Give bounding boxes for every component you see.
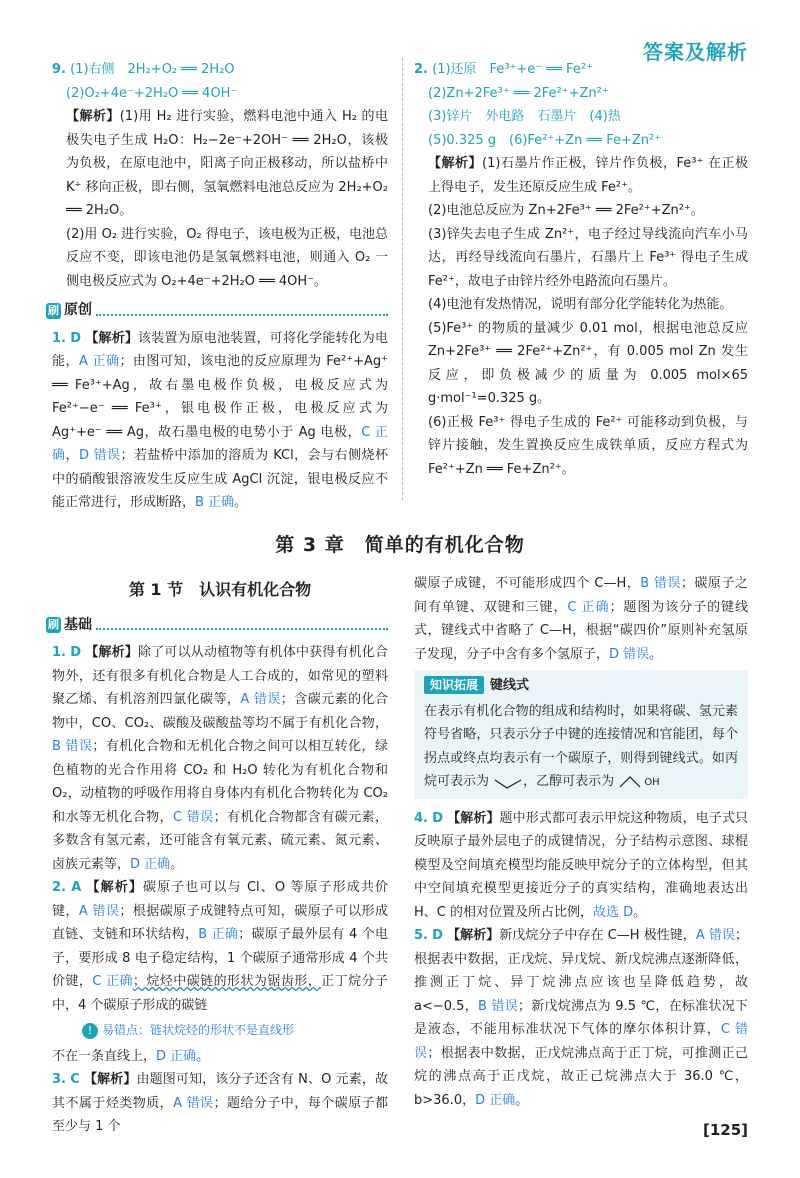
q2-analysis-text-3: (3)锌失去电子生成 Zn²⁺，电子经过导线流向汽车小马达，再经导线流向石墨片，石墨片上 Fe³⁺ 得电子生成 Fe²⁺，故电子由锌片经外电路流向石墨片。 [428, 226, 748, 289]
basic-q4: 4. D 【解析】题中形式都可表示甲烷这种物质，电子式只反映原子最外层电子的成键情况，分子结构示意图、球棍模型及空间填充模型均能反映甲烷分子的立体构型，但其中空间填充模型更接近分子的真实结构，准确地表达出 H、C 的相对位置及所占比例，故选 D。 [414, 810, 748, 920]
q-text: 。 [234, 495, 248, 510]
q-text: 碳原子也可以与 Cl、O 等原子形成共价键， [52, 880, 388, 919]
section-basic-title: 基础 [64, 616, 92, 633]
warning-icon: ! [82, 1023, 98, 1039]
q9-answer-2: (2)O₂+4e⁻+2H₂O ══ 4OH⁻ [66, 85, 238, 101]
verdict-a: A 错误 [173, 1095, 214, 1111]
ethanol-oh-label: OH [644, 777, 660, 788]
verdict-b: B 错误 [478, 998, 518, 1014]
page-number-value: 125 [709, 1121, 742, 1139]
verdict-d: D 错误 [609, 646, 650, 662]
section-original-title: 原创 [64, 302, 92, 318]
q2-analysis-text-2: (2)电池总反应为 Zn+2Fe³⁺ ══ 2Fe²⁺+Zn²⁺。 [428, 203, 704, 218]
q2-number: 2. [414, 62, 428, 77]
q-text: 该装置为原电池装置，可将化学能转化为电能， [52, 330, 388, 369]
q-text: ；碳原子最外层有 4 个电子，要形成 8 电子稳定结构，1 个碳原子通常形成 4 个共价键， [52, 927, 388, 989]
q2-line2 [414, 82, 748, 106]
q9-answer-1: (1)右侧 2H₂+O₂ ══ 2H₂O [70, 62, 235, 77]
analysis-tag: 【解析】 [428, 156, 483, 171]
right-top-column [414, 58, 748, 481]
q-text: ；根据表中数据，正戊烷沸点高于正丁烷，可推测正己烷的沸点高于正戊烷，故正己烷沸点大于 36.0 ℃，b>36.0， [414, 1045, 748, 1108]
pitfall-note-text: 易错点：链状烷烃的形状不是直线形 [102, 1023, 295, 1037]
analysis-tag: 【解析】 [85, 645, 139, 660]
analysis-tag: 【解析】 [84, 1072, 137, 1087]
q2-analysis-4 [414, 293, 748, 317]
q-text: 题中形式都可表示甲烷这种物质，电子式只反映原子最外层电子的成键情况，分子结构示意图、球棍模型及空间填充模型均能反映甲烷分子的立体构型，但其中空间填充模型更接近分子的真实结构，准确地表达出 H、C 的相对位置及所占比例， [414, 810, 748, 920]
section-original-header [46, 299, 388, 323]
pitfall-note [82, 1019, 388, 1043]
verdict-b: B 错误 [640, 576, 681, 591]
ethanol-skeletal-formula [618, 771, 644, 793]
q9-number: 9. [52, 62, 66, 77]
verdict-c: C 正确 [567, 599, 610, 615]
basic-q2 [52, 876, 388, 1017]
q-text: ；题给分子中，每个碳原子都至少与 1 个 [52, 1095, 388, 1134]
section-dotted-line [96, 628, 388, 630]
q-text: ；题图为该分子的键线式，键线式中省略了 C—H，根据“碳四价”原则补充氢原子发现，分子中含有多个氢原子， [414, 599, 748, 662]
q-answer: C [70, 1072, 80, 1087]
q-number: 5. [414, 928, 428, 943]
verdict-a: A 错误 [78, 903, 120, 919]
verdict-c: C 正确 [92, 974, 133, 989]
q2-line1 [414, 58, 748, 82]
knowledge-box-title: 键线式 [490, 678, 530, 693]
chapter-title: 第 3 章 简单的有机化合物 [275, 534, 525, 556]
q-answer: D [432, 928, 443, 943]
page-header: 答案及解析 [643, 40, 748, 64]
q2-analysis-6 [414, 411, 748, 482]
q3-continued: 碳原子成键，不可能形成四个 C—H，B 错误；碳原子之间有单键、双键和三键，C 正确；题图为该分子的键线式，键线式中省略了 C—H，根据“碳四价”原则补充氢原子发现，分子中含有多个氢原子，D 错误。 [414, 576, 748, 662]
verdict-d: D 正确 [156, 1048, 197, 1064]
propane-skeletal-formula [493, 774, 523, 790]
q9-analysis-text-2: (2)用 O₂ 进行实验，O₂ 得电子，该电极为正极，电池总反应不变，即该电池仍是氢氧燃料电池，则通入 O₂ 一侧电极反应式为 O₂+4e⁻+2H₂O ══ 4OH⁻。 [66, 226, 388, 289]
q-number: 2. [52, 880, 66, 895]
verdict-d: 故选 D [593, 904, 634, 920]
left-top-column [48, 58, 388, 515]
analysis-tag: 【解析】 [66, 109, 120, 124]
orig-q1: 1. D 【解析】该装置为原电池装置，可将化学能转化为电能，A 正确；由图可知，该电池的反应原理为 Fe²⁺+Ag⁺ ══ Fe³⁺+Ag，故右墨电极作负极，电极反应式为 Fe²⁺−e⁻ ══ Fe³⁺，银电极作正极，电极反应式为 Ag⁺+e⁻ ══ Ag，故石墨电极的电势小于 Ag 电极，C 正确，D 错误；若盐桥中添加的溶质为 KCl，会与右侧烧杯中的硝酸银溶液发生反应生成 AgCl 沉淀，银电极反应不能正常进行，形成断路，B 正确。 [52, 330, 388, 510]
knowledge-box-body [424, 700, 738, 795]
q-text: ；碳原子之间有单键、双键和三键， [414, 576, 748, 615]
q9-analysis-text-1: (1)用 H₂ 进行实验，燃料电池中通入 H₂ 的电极失电子生成 H₂O：H₂−2e⁻+2OH⁻ ══ 2H₂O，该极为负极，在原电池中，阳离子向正极移动，所以盐桥中 K⁺ 移向正极，即右侧，氢氧燃料电池总反应为 2H₂+O₂ ══ 2H₂O。 [66, 109, 388, 218]
q-text: 正丁烷分子中，4 个碳原子形成的碳链 [52, 974, 388, 1013]
verdict-a: A 错误 [240, 692, 281, 707]
q-text: ；有机化合物都含有碳元素，多数含有氢元素，还可能含有氧元素、硫元素、氮元素、卤族元素等， [52, 809, 388, 872]
verdict-a: A 错误 [695, 928, 735, 943]
q-answer: A [71, 880, 82, 895]
highlighted-text: ；烷烃中碳链的形状为锯齿形， [132, 974, 322, 989]
q-text: 由题图可知，该分子还含有 N、O 元素，故其不属于烃类物质， [52, 1072, 388, 1111]
q2-answer-4: (5)0.325 g (6)Fe²⁺+Zn ══ Fe+Zn²⁺ [428, 132, 662, 148]
q-number: 1. [52, 330, 66, 346]
q-text: ；新戊烷沸点为 9.5 ℃，在标准状况下是液态，不能用标准状况下气体的摩尔体积计算， [414, 998, 748, 1037]
section-title: 第 1 节 认识有机化合物 [128, 580, 312, 599]
q-answer: D [70, 330, 82, 346]
basic-q5: 5. D 【解析】新戊烷分子中存在 C—H 极性键，A 错误；根据表中数据，正戊烷、异戊烷、新戊烷沸点逐渐降低，推测正丁烷、异丁烷沸点应该也呈降低趋势，故 a<−0.5，B 错误；新戊烷沸点为 9.5 ℃，在标准状况下是液态，不能用标准状况下气体的摩尔体积计算，C 错误；根据表中数据，正戊烷沸点高于正丁烷，可推测正己烷的沸点高于正戊烷，故正己烷沸点大于 36.0 ℃，b>36.0，D 正确。 [414, 928, 748, 1108]
q-number: 1. [52, 645, 66, 660]
verdict-d: D 错误 [78, 448, 121, 463]
q2-analysis-text-5: (5)Fe³⁺ 的物质的量减少 0.01 mol，根据电池总反应 Zn+2Fe³⁺ ══ 2Fe²⁺+Zn²⁺，有 0.005 mol Zn 发生反应，即负极减少的质量为 0.005 mol×65 g·mol⁻¹=0.325 g。 [428, 320, 748, 406]
q-text: ；根据碳原子成键特点可知，碳原子可以形成直链、支链和环状结构， [52, 903, 388, 942]
verdict-c: C 错误 [414, 1022, 748, 1061]
analysis-tag: 【解析】 [447, 928, 500, 943]
q2-analysis-3 [414, 223, 748, 294]
analysis-tag: 【解析】 [447, 810, 500, 826]
basic-q3 [52, 1068, 388, 1139]
q-text: ；根据表中数据，正戊烷、异戊烷、新戊烷沸点逐渐降低，推测正丁烷、异丁烷沸点应该也呈降低趋势，故 a<−0.5， [414, 928, 748, 1014]
brush-badge-icon: 刷 [48, 303, 59, 317]
q-answer: D [432, 810, 443, 826]
left-bottom-column [48, 572, 388, 1139]
q-text: 不在一条直线上， [52, 1048, 157, 1064]
q-text: ；含碳元素的化合物中，CO、CO₂、碳酸及碳酸盐等均不属于有机化合物， [52, 692, 388, 731]
q2-line4 [414, 129, 748, 153]
q2-analysis-text-1: (1)石墨片作正极，锌片作负极，Fe³⁺ 在正极上得电子，发生还原反应生成 Fe²⁺。 [428, 156, 748, 195]
verdict-a: A 正确 [78, 354, 120, 369]
q2-answer-1: (1)还原 Fe³⁺+e⁻ ══ Fe²⁺ [432, 62, 593, 77]
brush-badge-icon: 刷 [48, 618, 59, 632]
section-basic-header [46, 614, 388, 638]
section-dotted-line [96, 314, 388, 316]
q2-analysis-1 [414, 152, 748, 199]
verdict-c: C 正确 [52, 424, 388, 463]
basic-q2-cont: 不在一条直线上，D 正确。 [52, 1048, 210, 1064]
q-text: 碳原子成键，不可能形成四个 C—H， [414, 576, 641, 591]
knowledge-box-header [424, 674, 738, 698]
column-divider [402, 58, 403, 500]
q-number: 3. [52, 1072, 66, 1087]
knowledge-box-text: 在表示有机化合物的组成和结构时，如果将碳、氢元素符号省略，只表示分子中键的连接情况和官能团，每个拐点或终点均表示有一个碳原子，则得到键线式。如丙烷可表示为 [424, 703, 738, 789]
q-text: ；由图可知，该电池的反应原理为 Fe²⁺+Ag⁺ ══ Fe³⁺+Ag，故右墨电极作负极，电极反应式为 Fe²⁺−e⁻ ══ Fe³⁺，银电极作正极，电极反应式为 Ag⁺+e⁻ ══ Ag，故石墨电极的电势小于 Ag 电极， [52, 354, 388, 440]
verdict-d: D 正确 [475, 1092, 516, 1108]
q9-analysis-2 [52, 223, 388, 294]
q9-analysis-1 [52, 105, 388, 223]
basic-q1: 1. D 【解析】除了可以从动植物等有机体中获得有机化合物外，还有很多有机化合物是人工合成的，如常见的塑料聚乙烯、有机溶剂四氯化碳等，A 错误；含碳元素的化合物中，CO、CO₂、碳酸及碳酸盐等均不属于有机化合物，B 错误；有机化合物和无机化合物之间可以相互转化，绿色植物的光合作用将 CO₂ 和 H₂O 转化为有机化合物和 O₂，动植物的呼吸作用将自身体内有机化合物转化为 CO₂ 和水等无机化合物，C 错误；有机化合物都含有碳元素，多数含有氢元素，还可能含有氧元素、硫元素、氮元素、卤族元素等，D 正确。 [52, 645, 388, 872]
verdict-b: B 错误 [52, 739, 93, 754]
q9-line1 [52, 58, 388, 82]
knowledge-box-label: 知识拓展 [424, 676, 484, 694]
knowledge-box-text-2: ，乙醇可表示为 [523, 774, 615, 789]
q2-answer-2: (2)Zn+2Fe³⁺ ══ 2Fe²⁺+Zn²⁺ [428, 85, 609, 101]
q-text: 新戊烷分子中存在 C—H 极性键， [499, 928, 696, 943]
q-answer: D [70, 645, 82, 660]
q2-answer-3: (3)锌片 外电路 石墨片 (4)热 [428, 109, 621, 124]
q2-analysis-2 [414, 199, 748, 223]
verdict-c: C 错误 [173, 809, 214, 825]
q9-line2 [52, 82, 388, 106]
q-text: ；有机化合物和无机化合物之间可以相互转化，绿色植物的光合作用将 CO₂ 和 H₂O 转化为有机化合物和 O₂，动植物的呼吸作用将自身体内有机化合物转化为 CO₂ 和水等无机化合物， [52, 739, 388, 825]
analysis-tag: 【解析】 [85, 330, 139, 346]
knowledge-box [414, 670, 748, 799]
q2-analysis-5 [414, 317, 748, 411]
right-bottom-column [414, 572, 748, 1112]
q2-analysis-text-4: (4)电池有发热情况，说明有部分化学能转化为热能。 [428, 297, 733, 312]
verdict-d: D 正确 [130, 856, 171, 872]
q2-line3 [414, 105, 748, 129]
q-text: ；若盐桥中添加的溶质为 KCl，会与右侧烧杯中的硝酸银溶液发生反应生成 AgCl 沉淀，银电极反应不能正常进行，形成断路， [52, 448, 388, 510]
q-text: 除了可以从动植物等有机体中获得有机化合物外，还有很多有机化合物是人工合成的，如常见的塑料聚乙烯、有机溶剂四氯化碳等， [52, 645, 388, 707]
verdict-b: B 正确 [198, 927, 239, 942]
q2-analysis-text-6: (6)正极 Fe³⁺ 得电子生成的 Fe²⁺ 可能移动到负极，与锌片接触，发生置换反应生成铁单质，反应方程式为 Fe²⁺+Zn ══ Fe+Zn²⁺。 [428, 414, 748, 477]
analysis-tag: 【解析】 [86, 880, 143, 895]
page-number: [125] [702, 1121, 748, 1139]
verdict-b: B 正确 [195, 495, 235, 510]
q-number: 4. [414, 810, 428, 826]
